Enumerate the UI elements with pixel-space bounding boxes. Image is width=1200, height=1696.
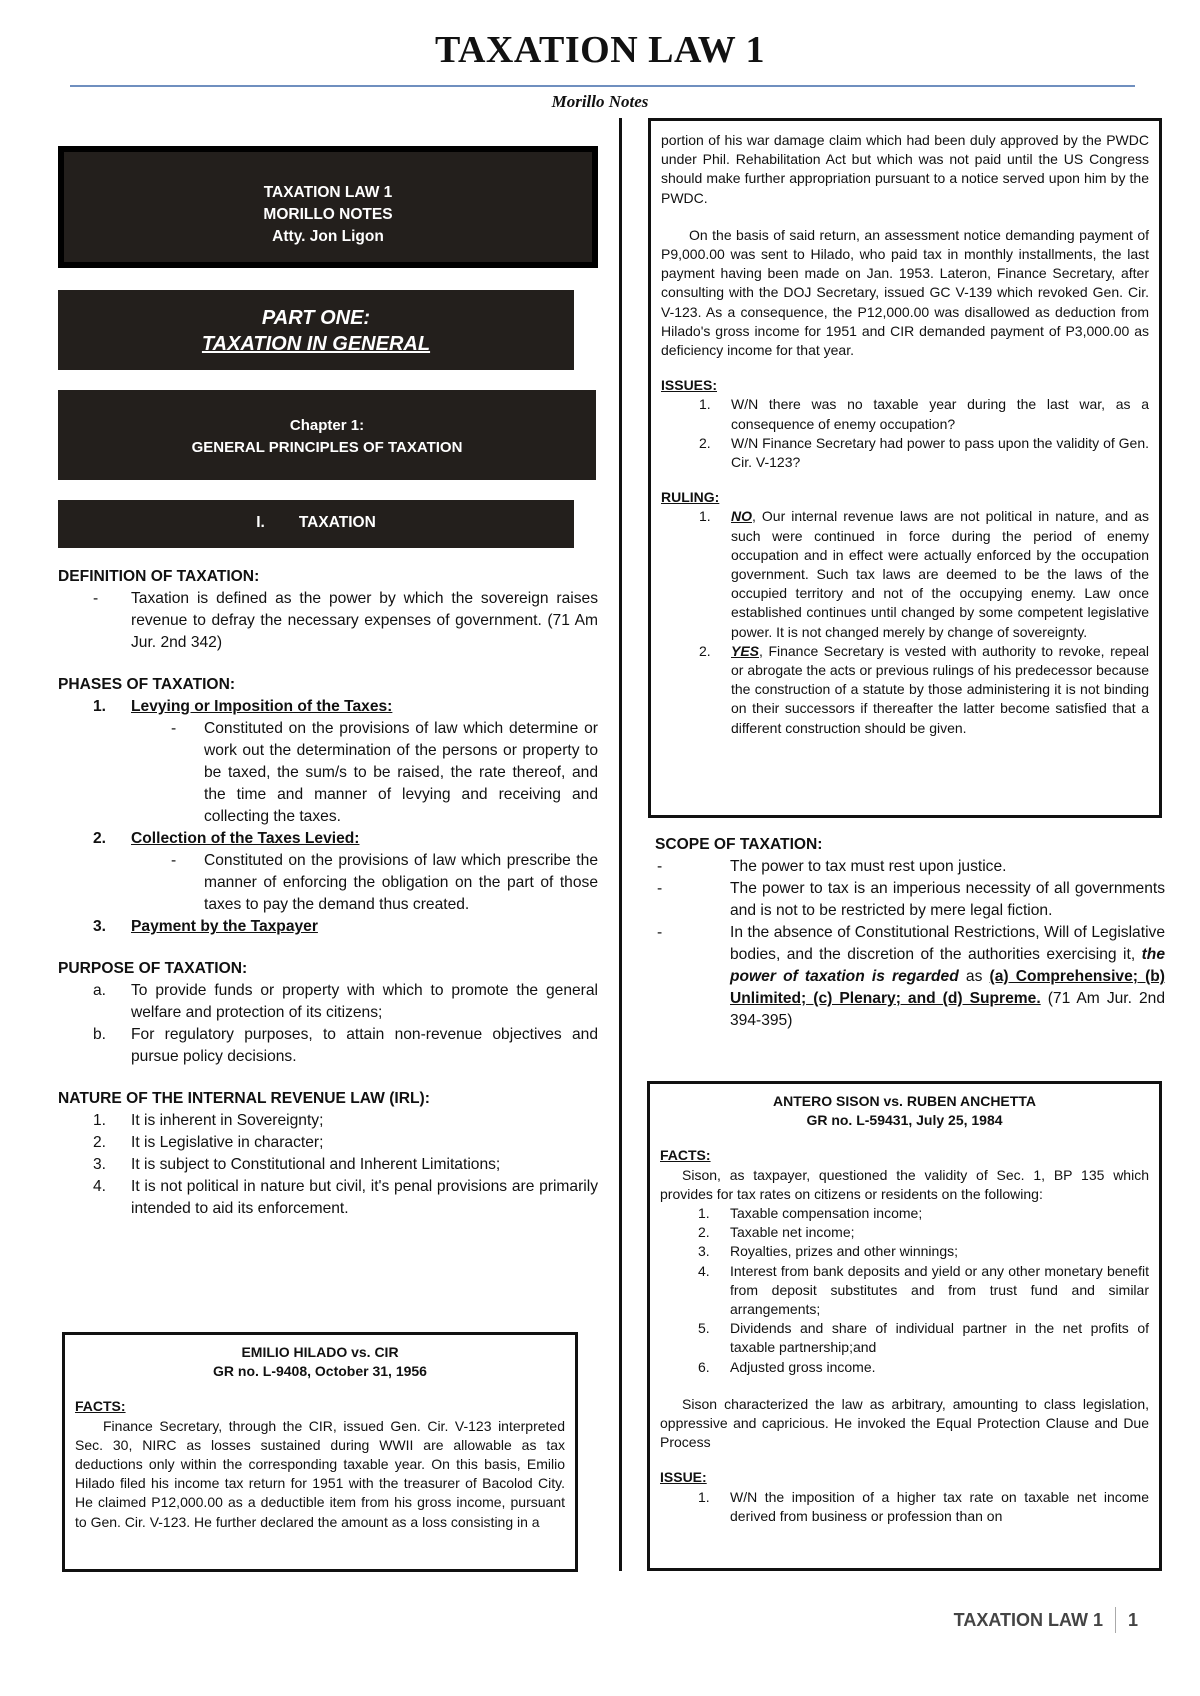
list-item: b. For regulatory purposes, to attain non-revenue objectives and pursue policy decisions. (93, 1026, 598, 1065)
footer-label: TAXATION LAW 1 (953, 1609, 1103, 1630)
list-item: - The power to tax must rest upon justice. (657, 858, 1007, 875)
course-title: TAXATION LAW 1 (263, 184, 393, 201)
list-item: - Constituted on the provisions of law which prescribe the manner of enforcing the obligation on the part of those taxes to pay the demand thus created. (171, 852, 598, 913)
scope-list (655, 856, 1165, 1032)
column-divider (619, 118, 622, 1571)
list-item: 1. W/N the imposition of a higher tax rate on taxable net income derived from business or profession than on (698, 1488, 1149, 1524)
ruling-label: RULING: (661, 489, 720, 506)
nature-heading: NATURE OF THE INTERNAL REVENUE LAW (IRL): (58, 1090, 430, 1107)
purpose-list (58, 980, 598, 1068)
list-item: 2. W/N Finance Secretary had power to pass upon the validity of Gen. Cir. V-123? (699, 434, 1149, 471)
list-item: - Constituted on the provisions of law which determine or work out the determination of the persons or property to be taxed, the sum/s to be raised, the rate thereof, and the time and manner of levying and receiving and collecting the taxes. (171, 720, 598, 825)
list-item: 3. Payment by the Taxpayer (93, 918, 318, 935)
scope-heading: SCOPE OF TAXATION: (655, 836, 823, 853)
list-item: - In the absence of Constitutional Restrictions, Will of Legislative bodies, and the discretion of the authorities exercising it, the power of taxation is regarded as (a) Comprehensive; (b) Unlimited; (c) Plenary; and (d) Supreme. (71 Am Jur. 2nd 394-395) (657, 924, 1165, 1029)
facts-label: FACTS: (75, 1398, 126, 1415)
issues-label: ISSUES: (661, 377, 718, 394)
list-item: 4. It is not political in nature but civil, it's penal provisions are primarily intended to aid its enforcement. (93, 1178, 598, 1217)
issues-list (661, 395, 1149, 472)
facts-paragraph: Finance Secretary, through the CIR, issued Gen. Cir. V-123 interpreted Sec. 30, NIRC as losses sustained during WWII are allowable as tax deductions only within the corresponding taxable year. On this basis, Emilio Hilado filed his income tax return for 1951 with the treasurer of Bacolod City. He claimed P12,000.00 as a deductible item from his gross income, pursuant to Gen. Cir. V-123. He further declared the amount as a loss consisting in a (75, 1417, 565, 1530)
notes-title: MORILLO NOTES (263, 206, 393, 223)
case-citation: GR no. L-59431, July 25, 1984 (806, 1112, 1003, 1129)
issue-label: ISSUE: (660, 1469, 707, 1486)
case-title: EMILIO HILADO vs. CIR (241, 1344, 399, 1360)
hilado-case-box (62, 1332, 578, 1572)
list-item: 1. W/N there was no taxable year during the last war, as a consequence of enemy occupation? (699, 396, 1149, 432)
case-title: ANTERO SISON vs. RUBEN ANCHETTA (773, 1093, 1036, 1109)
phases-heading: PHASES OF TAXATION: (58, 676, 236, 693)
ruling-answer: YES (731, 642, 760, 659)
part-number: PART ONE: (261, 307, 371, 329)
list-item: 1. Taxable compensation income; (698, 1205, 923, 1222)
list-item: 2. YES, Finance Secretary is vested with authority to revoke, repeal or abrogate the acts or previous rulings of his predecessor because the construction of a statute by those administering it is not binding on their successors if thereafter the latter become satisfied that a different construction should be given. (699, 642, 1149, 736)
facts-paragraph: On the basis of said return, an assessment notice demanding payment of P9,000.00 was sent to Hilado, who paid tax in monthly installments, the last payment having been made on Jan. 1953. Lateron, Finance Secretary, after consulting with the DOJ Secretary, issued GC V-139 which revoked Gen. Cir. V-123. As a consequence, the P12,000.00 was disallowed as deduction from Hilado's gross income for 1951 and CIR demanded payment of P3,000.00 as deficiency income for that year. (661, 226, 1149, 359)
list-item: 2. Collection of the Taxes Levied: - Constituted on the provisions of law which prescribe the manner of enforcing the obligation on the part of those taxes to pay the demand thus created. (58, 828, 598, 916)
list-item: 2. Taxable net income; (698, 1224, 855, 1241)
list-item: - Taxation is defined as the power by which the sovereign raises revenue to defray the necessary expenses of government. (71 Am Jur. 2nd 342) (93, 590, 598, 651)
list-item: 1. NO, Our internal revenue laws are not political in nature, and as such were continued in force during the period of enemy occupation and in effect were actually enforced by the occupation government. Such tax laws are deemed to be the laws of the occupied territory and not of the occupying enemy. Law once established continues until changed by some competent legislative power. It is not changed merely by change of sovereignty. (699, 508, 1149, 640)
section-number: I. (256, 514, 265, 531)
definition-heading: DEFINITION OF TAXATION: (58, 568, 260, 585)
page-footer (954, 1607, 1138, 1633)
hilado-case-continued-box (648, 118, 1162, 818)
facts-paragraph: Sison, as taxpayer, questioned the validity of Sec. 1, BP 135 which provides for tax rates on citizens or residents on the following: (660, 1166, 1149, 1202)
footer-separator (1115, 1607, 1116, 1633)
list-item: a. To provide funds or property with which to promote the general welfare and protection of its citizens; (93, 982, 598, 1021)
facts-paragraph: Sison characterized the law as arbitrary, amounting to class legislation, oppressive and capricious. He invoked the Equal Protection Clause and Due Process (660, 1395, 1149, 1451)
sison-case-box (647, 1081, 1162, 1571)
ruling-answer: NO (731, 508, 752, 525)
chapter-heading-box (58, 390, 596, 480)
facts-label: FACTS: (660, 1147, 711, 1164)
part-heading-box (58, 290, 574, 370)
facts-paragraph-continued: portion of his war damage claim which had been duly approved by the PWDC under Phil. Rehabilitation Act but which was not paid until the US Congress should make further appropriation pursuant to a notice served upon him by the PWDC. (661, 132, 1149, 206)
section-title: TAXATION (298, 514, 376, 531)
ruling-list (661, 507, 1149, 737)
document-subtitle: Morillo Notes (551, 92, 649, 111)
author-name: Atty. Jon Ligon (272, 228, 384, 245)
part-title: TAXATION IN GENERAL (201, 333, 431, 355)
list-item: - The power to tax is an imperious necessity of all governments and is not to be restricted by mere legal fiction. (657, 880, 1165, 919)
list-item: 5. Dividends and share of individual partner in the net profits of taxable partnership;and (698, 1320, 1149, 1356)
phases-list (58, 696, 598, 938)
list-item: 6. Adjusted gross income. (698, 1358, 876, 1375)
nature-list (58, 1110, 598, 1220)
issue-list (660, 1488, 1149, 1526)
section-heading-box (58, 500, 574, 548)
list-item: 3. Royalties, prizes and other winnings; (698, 1243, 959, 1260)
chapter-title: GENERAL PRINCIPLES OF TAXATION (191, 439, 463, 456)
case-citation: GR no. L-9408, October 31, 1956 (213, 1363, 427, 1380)
list-item: 1. It is inherent in Sovereignty; (93, 1112, 324, 1129)
left-column (58, 146, 598, 1220)
chapter-number: Chapter 1: (289, 417, 365, 434)
scope-section (655, 834, 1165, 1032)
definition-list (58, 588, 598, 654)
page-number: 1 (1127, 1609, 1138, 1630)
list-item: 2. It is Legislative in character; (93, 1134, 324, 1151)
list-item: 1. Levying or Imposition of the Taxes: - Constituted on the provisions of law which determine or work out the determination of the persons or property to be taxed, the sum/s to be raised, the rate thereof, and the time and manner of levying and receiving and collecting the taxes. (58, 696, 598, 828)
document-title: TAXATION LAW 1 (434, 29, 766, 71)
taxation-body (58, 566, 598, 1220)
list-item: 4. Interest from bank deposits and yield or any other monetary benefit from deposit substitutes and from trust fund and similar arrangements; (698, 1262, 1149, 1318)
purpose-heading: PURPOSE OF TAXATION: (58, 960, 248, 977)
list-item: 3. It is subject to Constitutional and Inherent Limitations; (93, 1156, 501, 1173)
title-underline (70, 85, 1135, 87)
course-header-box (58, 146, 598, 268)
facts-list (660, 1204, 1149, 1377)
